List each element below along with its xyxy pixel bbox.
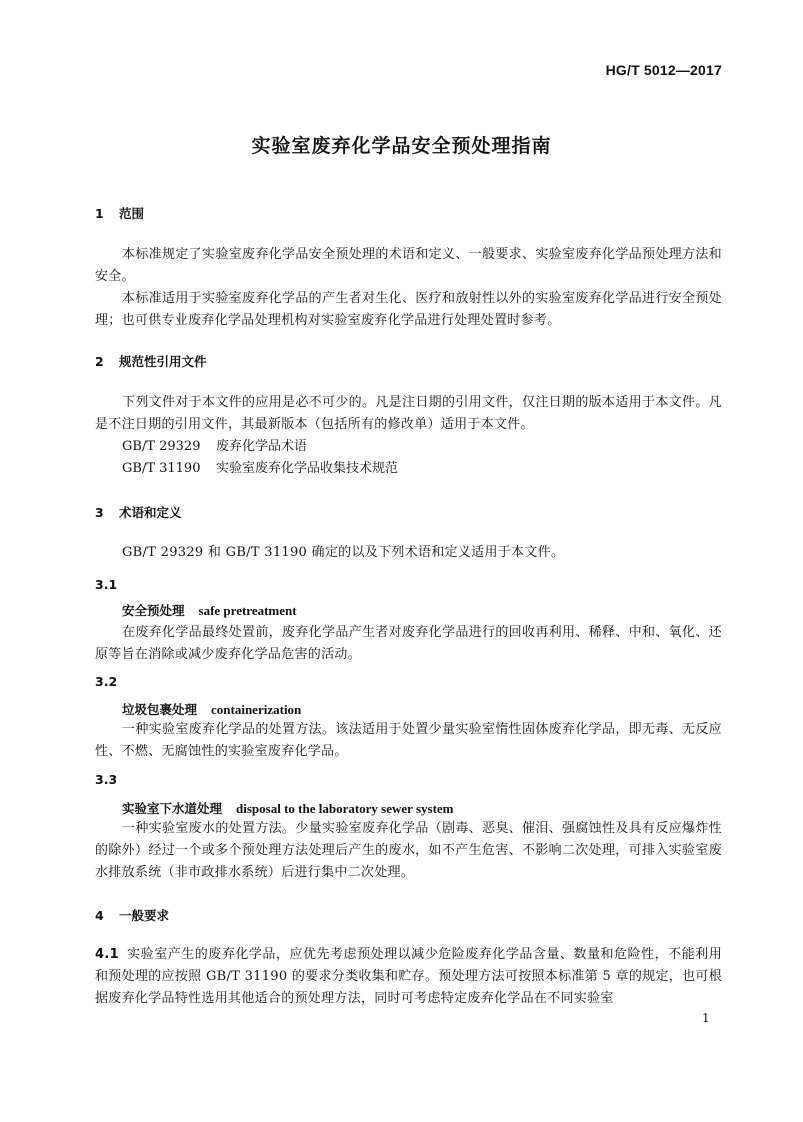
clause-4-1 <box>95 944 722 1010</box>
reference-title: 废弃化学品术语 <box>216 439 308 454</box>
term-english: safe pretreatment <box>198 603 297 618</box>
term-english: disposal to the laboratory sewer system <box>236 801 454 816</box>
term-definition: 在废弃化学品最终处置前，废弃化学品产生者对废弃化学品进行的回收再利用、稀释、中和、氧化、还原等旨在消除或减少废弃化学品危害的活动。 <box>95 625 722 662</box>
term-definition: 一种实验室废水的处置方法。少量实验室废弃化学品（剧毒、恶臭、催泪、强腐蚀性及具有反应爆炸性的除外）经过一个或多个预处理方法处理后产生的废水，如不产生危害、不影响二次处理，可排入实验室废水排放系统（非市政排水系统）后进行集中二次处理。 <box>95 821 722 880</box>
section-number: 3 <box>95 505 104 520</box>
section-title: 术语和定义 <box>119 505 182 520</box>
page-number: 1 <box>702 1011 710 1025</box>
term-chinese: 安全预处理 <box>122 603 185 618</box>
normative-reference <box>122 436 307 458</box>
term-heading <box>122 799 454 817</box>
section-number: 2 <box>95 354 104 369</box>
section-title: 范围 <box>119 206 145 221</box>
section-4-heading <box>95 906 169 924</box>
section-number: 4 <box>95 908 104 923</box>
clause-number: 4.1 <box>95 947 119 962</box>
reference-code: GB/T 31190 <box>122 461 201 476</box>
term-chinese: 垃圾包裹处理 <box>122 702 198 717</box>
term-number: 3.3 <box>95 772 118 787</box>
term-heading <box>122 601 297 619</box>
section-title: 一般要求 <box>119 908 170 923</box>
section-1-heading <box>95 204 144 222</box>
document-title: 实验室废弃化学品安全预处理指南 <box>251 135 552 157</box>
term-chinese: 实验室下水道处理 <box>122 801 223 816</box>
section-2-intro: 下列文件对于本文件的应用是必不可少的。凡是注日期的引用文件，仅注日期的版本适用于本文件。凡是不注日期的引用文件，其最新版本（包括所有的修改单）适用于本文件。 <box>95 395 722 432</box>
reference-code: GB/T 29329 <box>122 439 201 454</box>
section-3-intro: GB/T 29329 和 GB/T 31190 确定的以及下列术语和定义适用于本文件。 <box>122 545 565 560</box>
section-2-heading <box>95 352 207 370</box>
term-heading <box>122 700 301 718</box>
section-number: 1 <box>95 206 104 221</box>
standard-number: HG/T 5012—2017 <box>605 62 722 78</box>
term-definition: 一种实验室废弃化学品的处置方法。该法适用于处置少量实验室惰性固体废弃化学品，即无毒、无反应性、不燃、无腐蚀性的实验室废弃化学品。 <box>95 722 722 759</box>
reference-title: 实验室废弃化学品收集技术规范 <box>216 461 399 476</box>
term-number: 3.2 <box>95 674 118 689</box>
clause-text: 实验室产生的废弃化学品，应优先考虑预处理以减少危险废弃化学品含量、数量和危险性，不能利用和预处理的应按照 GB/T 31190 的要求分类收集和贮存。预处理方法可按照本标准第 5 章的规定，也可根据废弃化学品特性选用其他适合的预处理方法，同时可考虑特定废弃化学品在不同实验室 <box>95 947 722 1006</box>
term-english: containerization <box>211 702 302 717</box>
section-3-heading <box>95 503 182 521</box>
section-1-paragraph-1: 本标准规定了实验室废弃化学品安全预处理的术语和定义、一般要求、实验室废弃化学品预处理方法和安全。 <box>95 247 722 284</box>
section-1-paragraph-2: 本标准适用于实验室废弃化学品的产生者对生化、医疗和放射性以外的实验室废弃化学品进行安全预处理；也可供专业废弃化学品处理机构对实验室废弃化学品进行处理处置时参考。 <box>95 291 722 328</box>
term-number: 3.1 <box>95 577 118 592</box>
section-title: 规范性引用文件 <box>119 354 207 369</box>
normative-reference <box>122 458 398 480</box>
